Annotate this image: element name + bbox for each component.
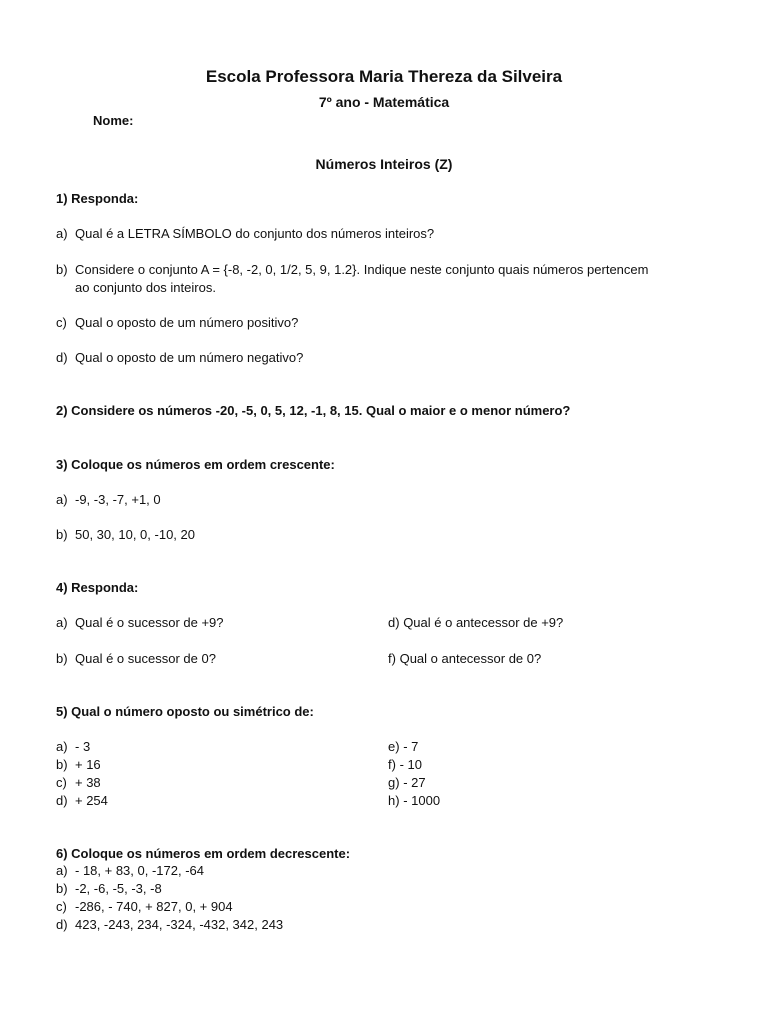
item-text: -2, -6, -5, -3, -8 <box>75 881 162 896</box>
item-label: a) <box>56 615 68 630</box>
item-label: b) <box>56 881 68 896</box>
item-text: Considere o conjunto A = {-8, -2, 0, 1/2, 5, 9, 1.2}. Indique neste conjunto quais números pertencem <box>75 262 649 277</box>
item-text: - 27 <box>403 775 426 790</box>
q1-item-d <box>56 349 303 367</box>
item-text: -286, - 740, + 827, 0, + 904 <box>75 899 233 914</box>
q5-item-e <box>388 738 418 756</box>
item-label: c) <box>56 315 67 330</box>
topic-title: Números Inteiros (Z) <box>315 156 453 172</box>
item-label: b) <box>56 527 68 542</box>
q5-title: 5) Qual o número oposto ou simétrico de: <box>56 704 314 719</box>
item-text: - 1000 <box>403 793 441 808</box>
item-label: a) <box>56 863 68 878</box>
item-label: c) <box>56 899 67 914</box>
q4-item-f <box>388 650 541 668</box>
item-label: d) <box>56 793 68 808</box>
q4-item-d <box>388 614 563 632</box>
item-text: -9, -3, -7, +1, 0 <box>75 492 161 507</box>
item-text: - 7 <box>403 739 419 754</box>
item-text: Qual é o antecessor de +9? <box>403 615 564 630</box>
q5-item-d <box>56 792 108 810</box>
item-label: d) <box>388 615 400 630</box>
q1-item-b <box>56 261 648 279</box>
q3-item-b <box>56 526 195 544</box>
item-text: + 254 <box>75 793 108 808</box>
grade-subtitle: 7º ano - Matemática <box>318 94 450 110</box>
q5-item-f <box>388 756 422 774</box>
item-label: b) <box>56 757 68 772</box>
q6-item-d <box>56 916 283 934</box>
item-label: f) <box>388 757 396 772</box>
item-label: a) <box>56 226 68 241</box>
q1-item-c <box>56 314 298 332</box>
item-text: + 16 <box>75 757 101 772</box>
item-label: c) <box>56 775 67 790</box>
item-text: Qual o oposto de um número negativo? <box>75 350 304 365</box>
q6-item-b <box>56 880 162 898</box>
item-label: e) <box>388 739 400 754</box>
item-label: b) <box>56 651 68 666</box>
q5-item-a <box>56 738 90 756</box>
name-label: Nome: <box>93 113 134 128</box>
q4-item-b <box>56 650 216 668</box>
item-text: + 38 <box>75 775 101 790</box>
q3-title: 3) Coloque os números em ordem crescente: <box>56 457 335 472</box>
q3-item-a <box>56 491 161 509</box>
item-text: - 18, + 83, 0, -172, -64 <box>75 863 204 878</box>
item-text: Qual é o sucessor de 0? <box>75 651 216 666</box>
q6-item-a <box>56 862 204 880</box>
item-text: Qual o antecessor de 0? <box>399 651 542 666</box>
item-label: f) <box>388 651 396 666</box>
item-label: a) <box>56 492 68 507</box>
q1-item-b-continuation: ao conjunto dos inteiros. <box>75 280 216 295</box>
item-label: d) <box>56 917 68 932</box>
q5-item-g <box>388 774 426 792</box>
school-title: Escola Professora Maria Thereza da Silveira <box>205 67 563 86</box>
item-text: Qual é o sucessor de +9? <box>75 615 224 630</box>
q5-item-h <box>388 792 440 810</box>
item-text: - 3 <box>75 739 91 754</box>
q5-item-b <box>56 756 101 774</box>
item-text: 50, 30, 10, 0, -10, 20 <box>75 527 195 542</box>
item-text: Qual é a LETRA SÍMBOLO do conjunto dos números inteiros? <box>75 226 435 241</box>
item-text: 423, -243, 234, -324, -432, 342, 243 <box>75 917 284 932</box>
q2-title: 2) Considere os números -20, -5, 0, 5, 12, -1, 8, 15. Qual o maior e o menor número? <box>56 403 571 418</box>
q1-item-a <box>56 225 434 243</box>
item-label: h) <box>388 793 400 808</box>
item-text: Qual o oposto de um número positivo? <box>75 315 299 330</box>
q4-item-a <box>56 614 224 632</box>
item-text: - 10 <box>399 757 422 772</box>
item-label: g) <box>388 775 400 790</box>
item-label: a) <box>56 739 68 754</box>
item-label: d) <box>56 350 68 365</box>
q5-item-c <box>56 774 101 792</box>
item-label: b) <box>56 262 68 277</box>
q6-item-c <box>56 898 233 916</box>
q4-title: 4) Responda: <box>56 580 139 595</box>
q6-title: 6) Coloque os números em ordem decrescente: <box>56 846 351 861</box>
q1-title: 1) Responda: <box>56 191 139 206</box>
